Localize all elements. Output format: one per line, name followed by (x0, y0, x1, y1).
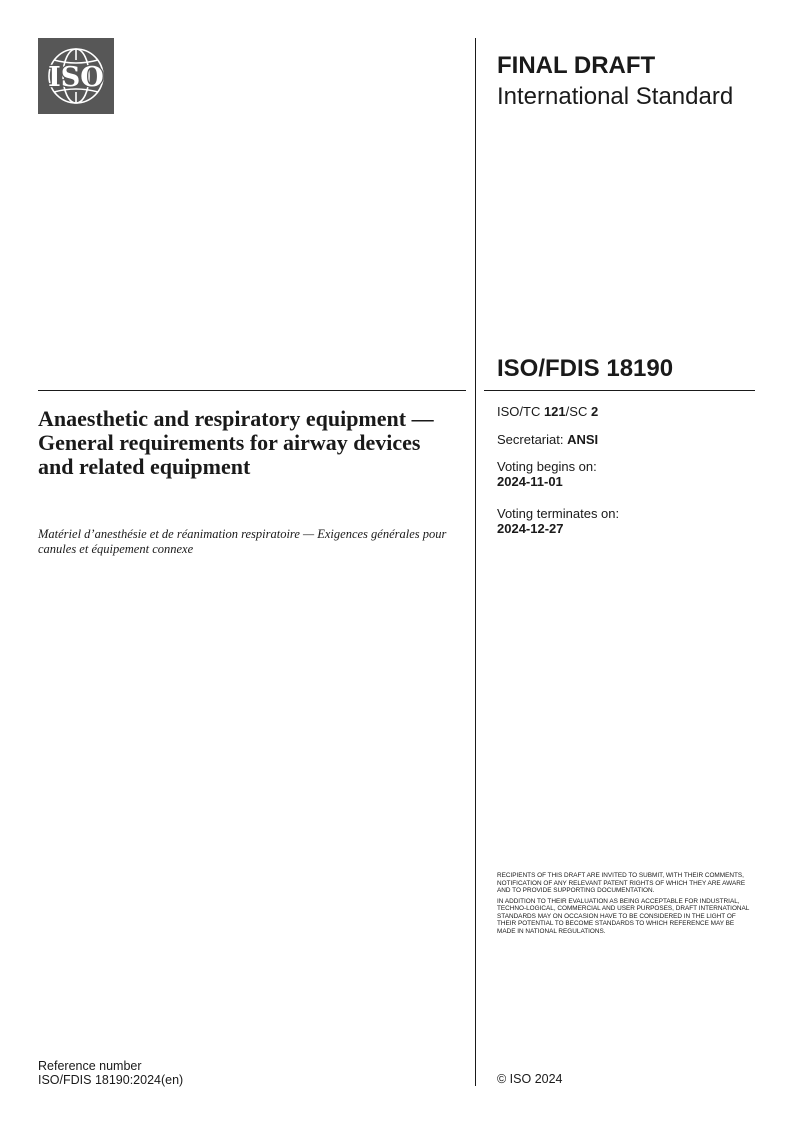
document-type-line1: FINAL DRAFT (497, 52, 656, 79)
horizontal-divider-right (484, 390, 755, 391)
technical-committee (497, 404, 598, 419)
vertical-divider (475, 38, 476, 1086)
voting-begins-date: 2024-11-01 (497, 474, 563, 489)
notice-paragraph-1: RECIPIENTS OF THIS DRAFT ARE INVITED TO SUBMIT, WITH THEIR COMMENTS, NOTIFICATION OF ANY RELEVANT PATENT RIGHTS OF WHICH THEY ARE AWARE AND TO PROVIDE SUPPORTING DOCUMENTATION. (497, 872, 746, 894)
reference-number (38, 1059, 183, 1087)
iso-logo-icon (38, 38, 114, 114)
title-english: Anaesthetic and respiratory equipment — General requirements for airway devices and related equipment (38, 406, 434, 479)
voting-ends-date: 2024-12-27 (497, 521, 564, 536)
voting-ends-label: Voting terminates on: (497, 506, 620, 521)
secretariat (497, 432, 598, 447)
reference-value: ISO/FDIS 18190:2024(en) (38, 1073, 184, 1087)
committee-sc-number: 2 (590, 404, 599, 419)
iso-logo (38, 38, 114, 114)
voting-begins (497, 459, 597, 489)
iso-logo-text: ISO (48, 62, 104, 93)
horizontal-divider-left (38, 390, 466, 391)
document-type (497, 50, 747, 112)
secretariat-label: Secretariat: (497, 432, 568, 447)
document-number: ISO/FDIS 18190 (497, 355, 674, 382)
patent-notice (497, 872, 752, 938)
committee-separator: /SC (565, 404, 591, 419)
committee-prefix: ISO/TC (497, 404, 544, 419)
voting-ends (497, 506, 619, 536)
voting-begins-label: Voting begins on: (497, 459, 597, 474)
notice-paragraph-2: IN ADDITION TO THEIR EVALUATION AS BEING ACCEPTABLE FOR INDUSTRIAL, TECHNO-LOGICAL, COMMERCIAL AND USER PURPOSES, DRAFT INTERNATIONAL STANDARDS MAY ON OCCASION HAVE TO BE CONSIDERED IN THE LIGHT OF THEIR POTENTIAL TO BECOME STANDARDS TO WHICH REFERENCE MAY BE MADE IN NATIONAL REGULATIONS. (497, 897, 750, 935)
document-type-line2: International Standard (497, 83, 734, 110)
committee-tc-number: 121 (543, 404, 566, 419)
title-french: Matériel d’anesthésie et de réanimation respiratoire — Exigences générales pour canules et équipement connexe (38, 527, 447, 556)
secretariat-value: ANSI (567, 432, 599, 447)
copyright: © ISO 2024 (497, 1072, 563, 1086)
reference-label: Reference number (38, 1059, 142, 1073)
